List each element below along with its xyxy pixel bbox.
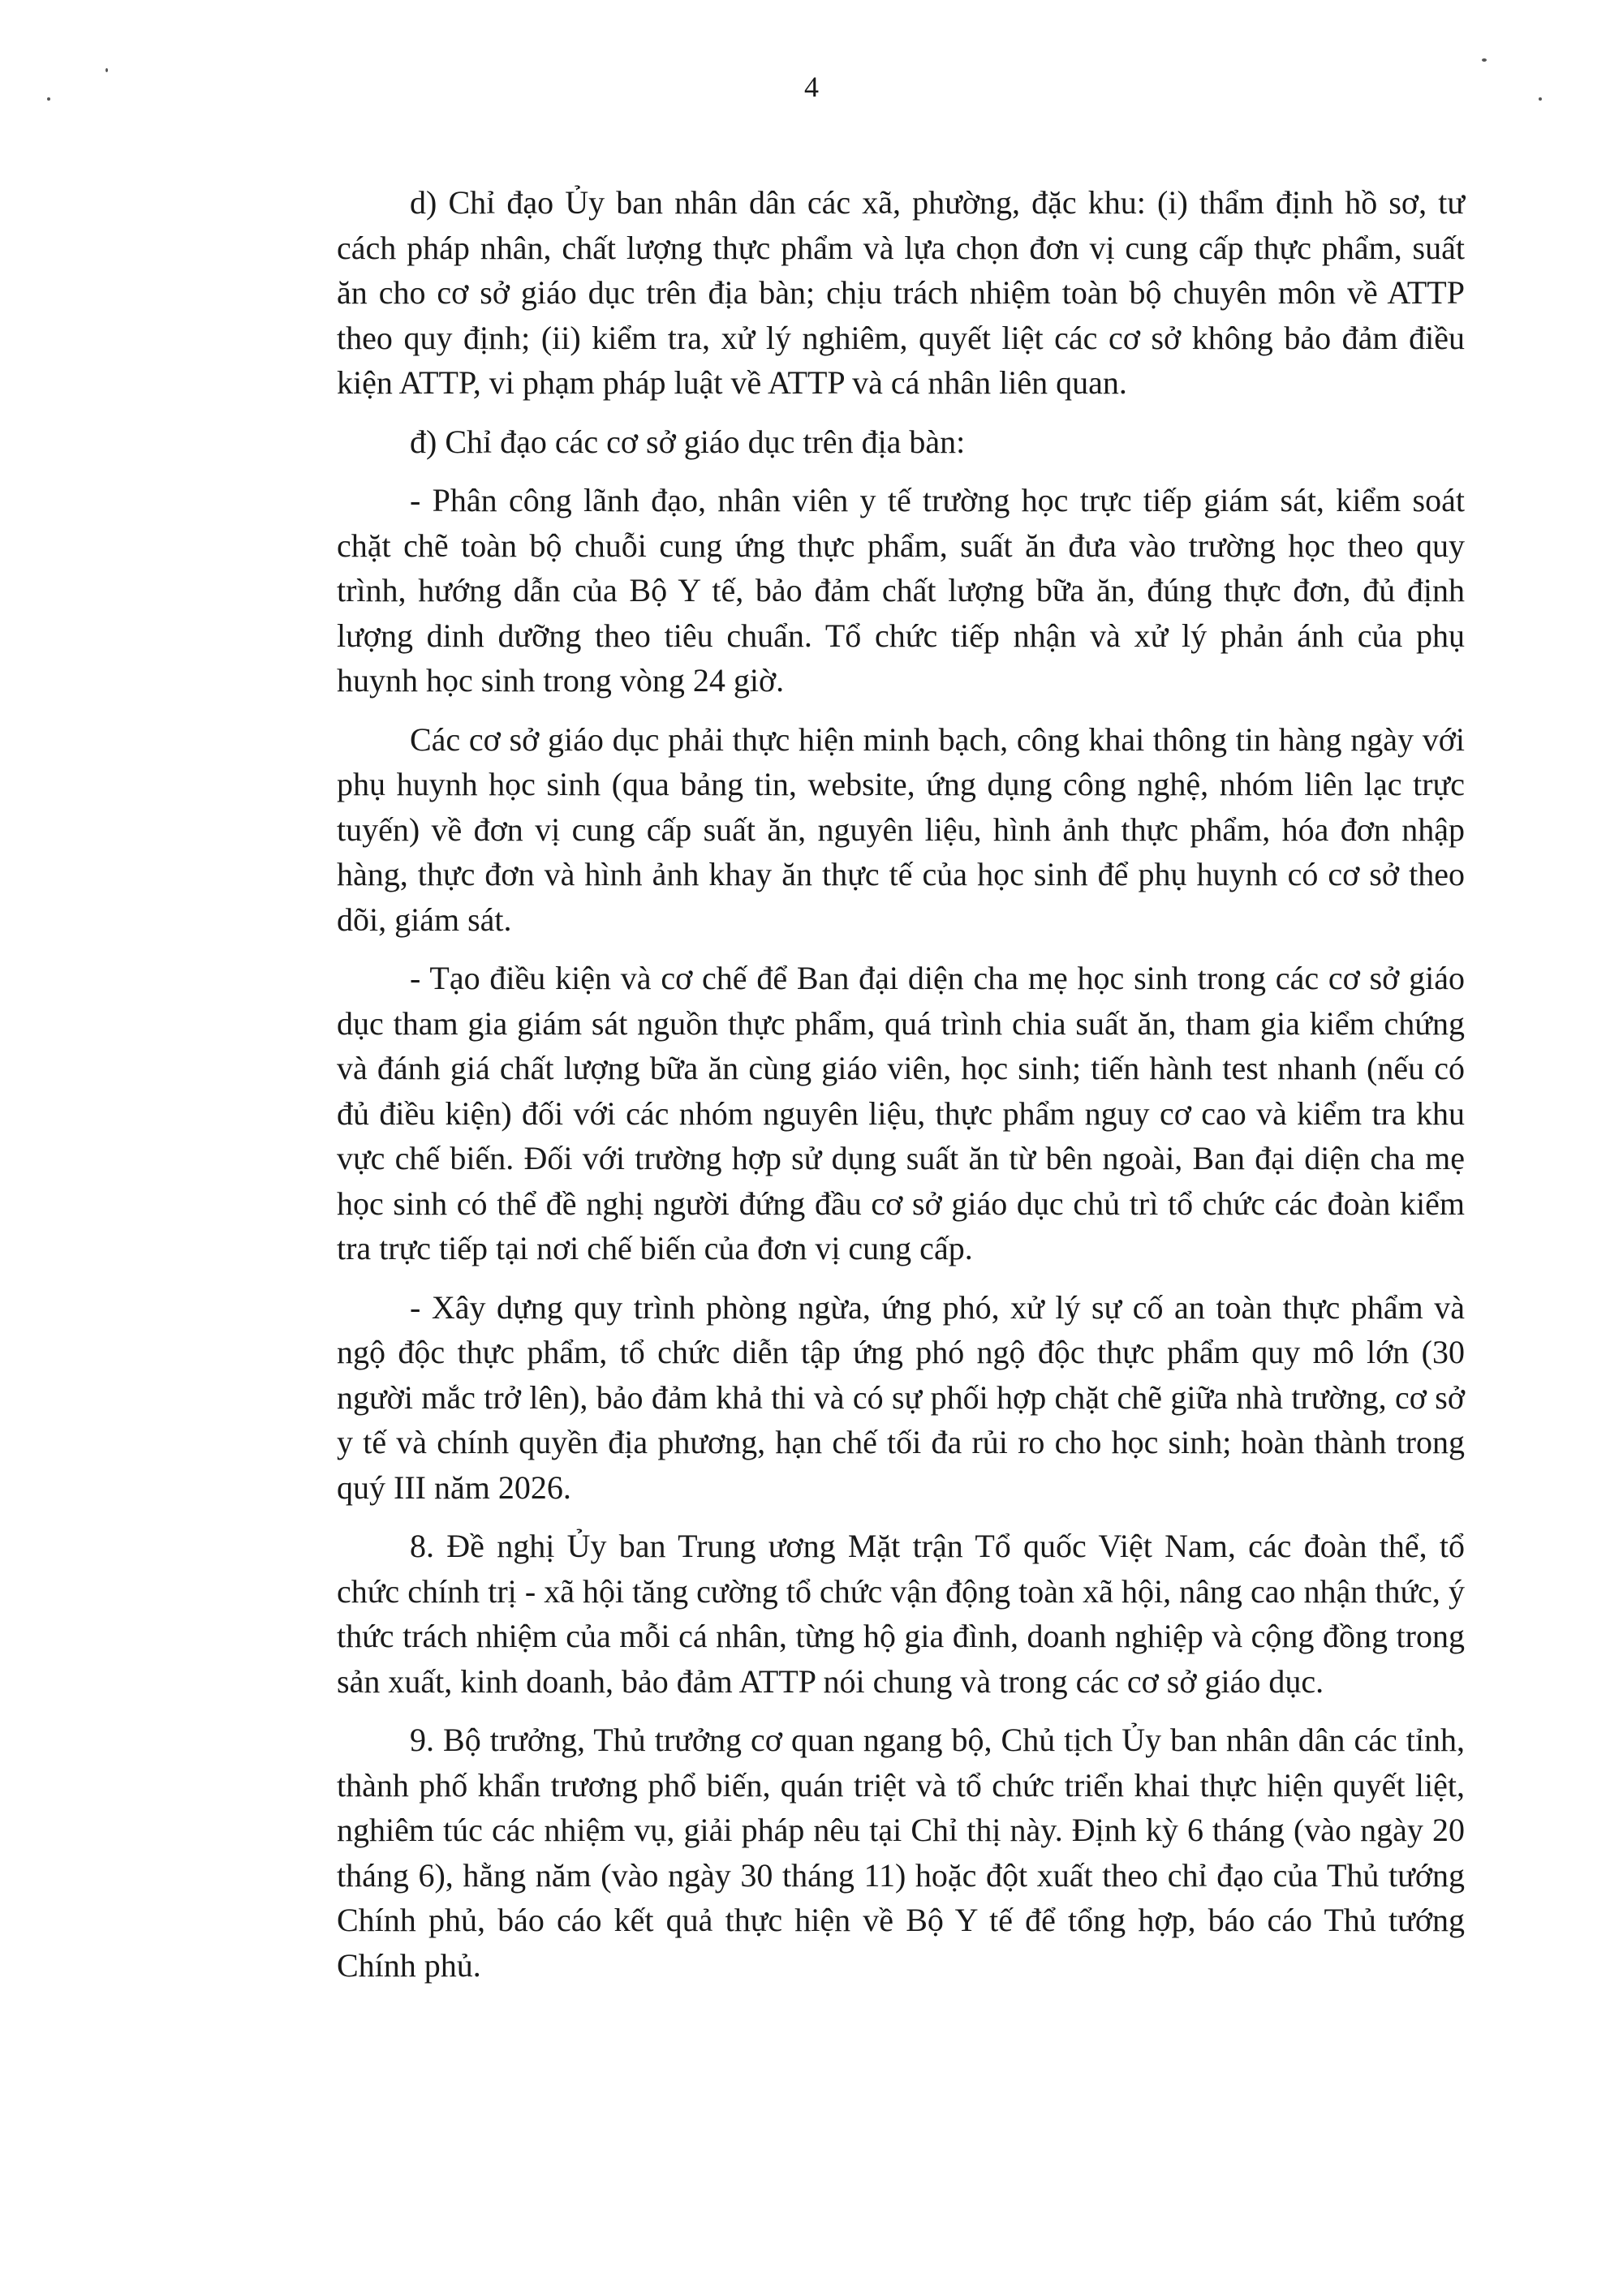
paragraph-item-8: 8. Đề nghị Ủy ban Trung ương Mặt trận Tổ quốc Việt Nam, các đoàn thể, tổ chức chính trị - xã hội tăng cường tổ chức vận động toàn xã hội, nâng cao nhận thức, ý thức trách nhiệm của mỗi cá nhân, từng hộ gia đình, doanh nghiệp và cộng đồng trong sản xuất, kinh doanh, bảo đảm ATTP nói chung và trong các cơ sở giáo dục. xyxy=(337,1528,1465,1700)
paragraph-transparency: Các cơ sở giáo dục phải thực hiện minh bạch, công khai thông tin hàng ngày với phụ huynh học sinh (qua bảng tin, website, ứng dụng công nghệ, nhóm liên lạc trực tuyến) về đơn vị cung cấp suất ăn, nguyên liệu, hình ảnh thực phẩm, hóa đơn nhập hàng, thực đơn và hình ảnh khay ăn thực tế của học sinh để phụ huynh có cơ sở theo dõi, giám sát. xyxy=(337,720,1465,938)
paragraph-incident-procedure: - Xây dựng quy trình phòng ngừa, ứng phó, xử lý sự cố an toàn thực phẩm và ngộ độc thực phẩm, tổ chức diễn tập ứng phó ngộ độc thực phẩm quy mô lớn (30 người mắc trở lên), bảo đảm khả thi và có sự phối hợp chặt chẽ giữa nhà trường, cơ sở y tế và chính quyền địa phương, hạn chế tối đa rủi ro cho học sinh; hoàn thành trong quý III năm 2026. xyxy=(337,1288,1465,1506)
scan-speck xyxy=(1482,58,1487,62)
paragraph-parent-board: - Tạo điều kiện và cơ chế để Ban đại diện cha mẹ học sinh trong các cơ sở giáo dục tham gia giám sát nguồn thực phẩm, quá trình chia suất ăn, tham gia kiểm chứng và đánh giá chất lượng bữa ăn cùng giáo viên, học sinh; tiến hành test nhanh (nếu có đủ điều kiện) đối với các nhóm nguyên liệu, thực phẩm nguy cơ cao và kiểm tra khu vực chế biến. Đối với trường hợp sử dụng suất ăn từ bên ngoài, Ban đại diện cha mẹ học sinh có thể đề nghị người đứng đầu cơ sở giáo dục chủ trì tổ chức các đoàn kiểm tra trực tiếp tại nơi chế biến của đơn vị cung cấp. xyxy=(337,960,1465,1266)
paragraph-dd-school-direction: đ) Chỉ đạo các cơ sở giáo dục trên địa bàn: xyxy=(410,423,966,460)
page-number: 4 xyxy=(804,71,819,103)
paragraph-item-9: 9. Bộ trưởng, Thủ trưởng cơ quan ngang bộ, Chủ tịch Ủy ban nhân dân các tỉnh, thành phố khẩn trương phổ biến, quán triệt và tổ chức triển khai thực hiện quyết liệt, nghiêm túc các nhiệm vụ, giải pháp nêu tại Chỉ thị này. Định kỳ 6 tháng (vào ngày 20 tháng 6), hằng năm (vào ngày 30 tháng 11) hoặc đột xuất theo chỉ đạo của Thủ tướng Chính phủ, báo cáo kết quả thực hiện về Bộ Y tế để tổng hợp, báo cáo Thủ tướng Chính phủ. xyxy=(337,1722,1465,1984)
document-body xyxy=(337,180,1465,2001)
paragraph-assign-supervision: - Phân công lãnh đạo, nhân viên y tế trường học trực tiếp giám sát, kiểm soát chặt chẽ toàn bộ chuỗi cung ứng thực phẩm, suất ăn đưa vào trường học theo quy trình, hướng dẫn của Bộ Y tế, bảo đảm chất lượng bữa ăn, đúng thực đơn, đủ định lượng dinh dưỡng theo tiêu chuẩn. Tổ chức tiếp nhận và xử lý phản ánh của phụ huynh học sinh trong vòng 24 giờ. xyxy=(337,482,1465,699)
paragraph-d-commune-direction: d) Chỉ đạo Ủy ban nhân dân các xã, phường, đặc khu: (i) thẩm định hồ sơ, tư cách pháp nhân, chất lượng thực phẩm và lựa chọn đơn vị cung cấp thực phẩm, suất ăn cho cơ sở giáo dục trên địa bàn; chịu trách nhiệm toàn bộ chuyên môn về ATTP theo quy định; (ii) kiểm tra, xử lý nghiêm, quyết liệt các cơ sở không bảo đảm điều kiện ATTP, vi phạm pháp luật về ATTP và cá nhân liên quan. xyxy=(337,184,1465,401)
